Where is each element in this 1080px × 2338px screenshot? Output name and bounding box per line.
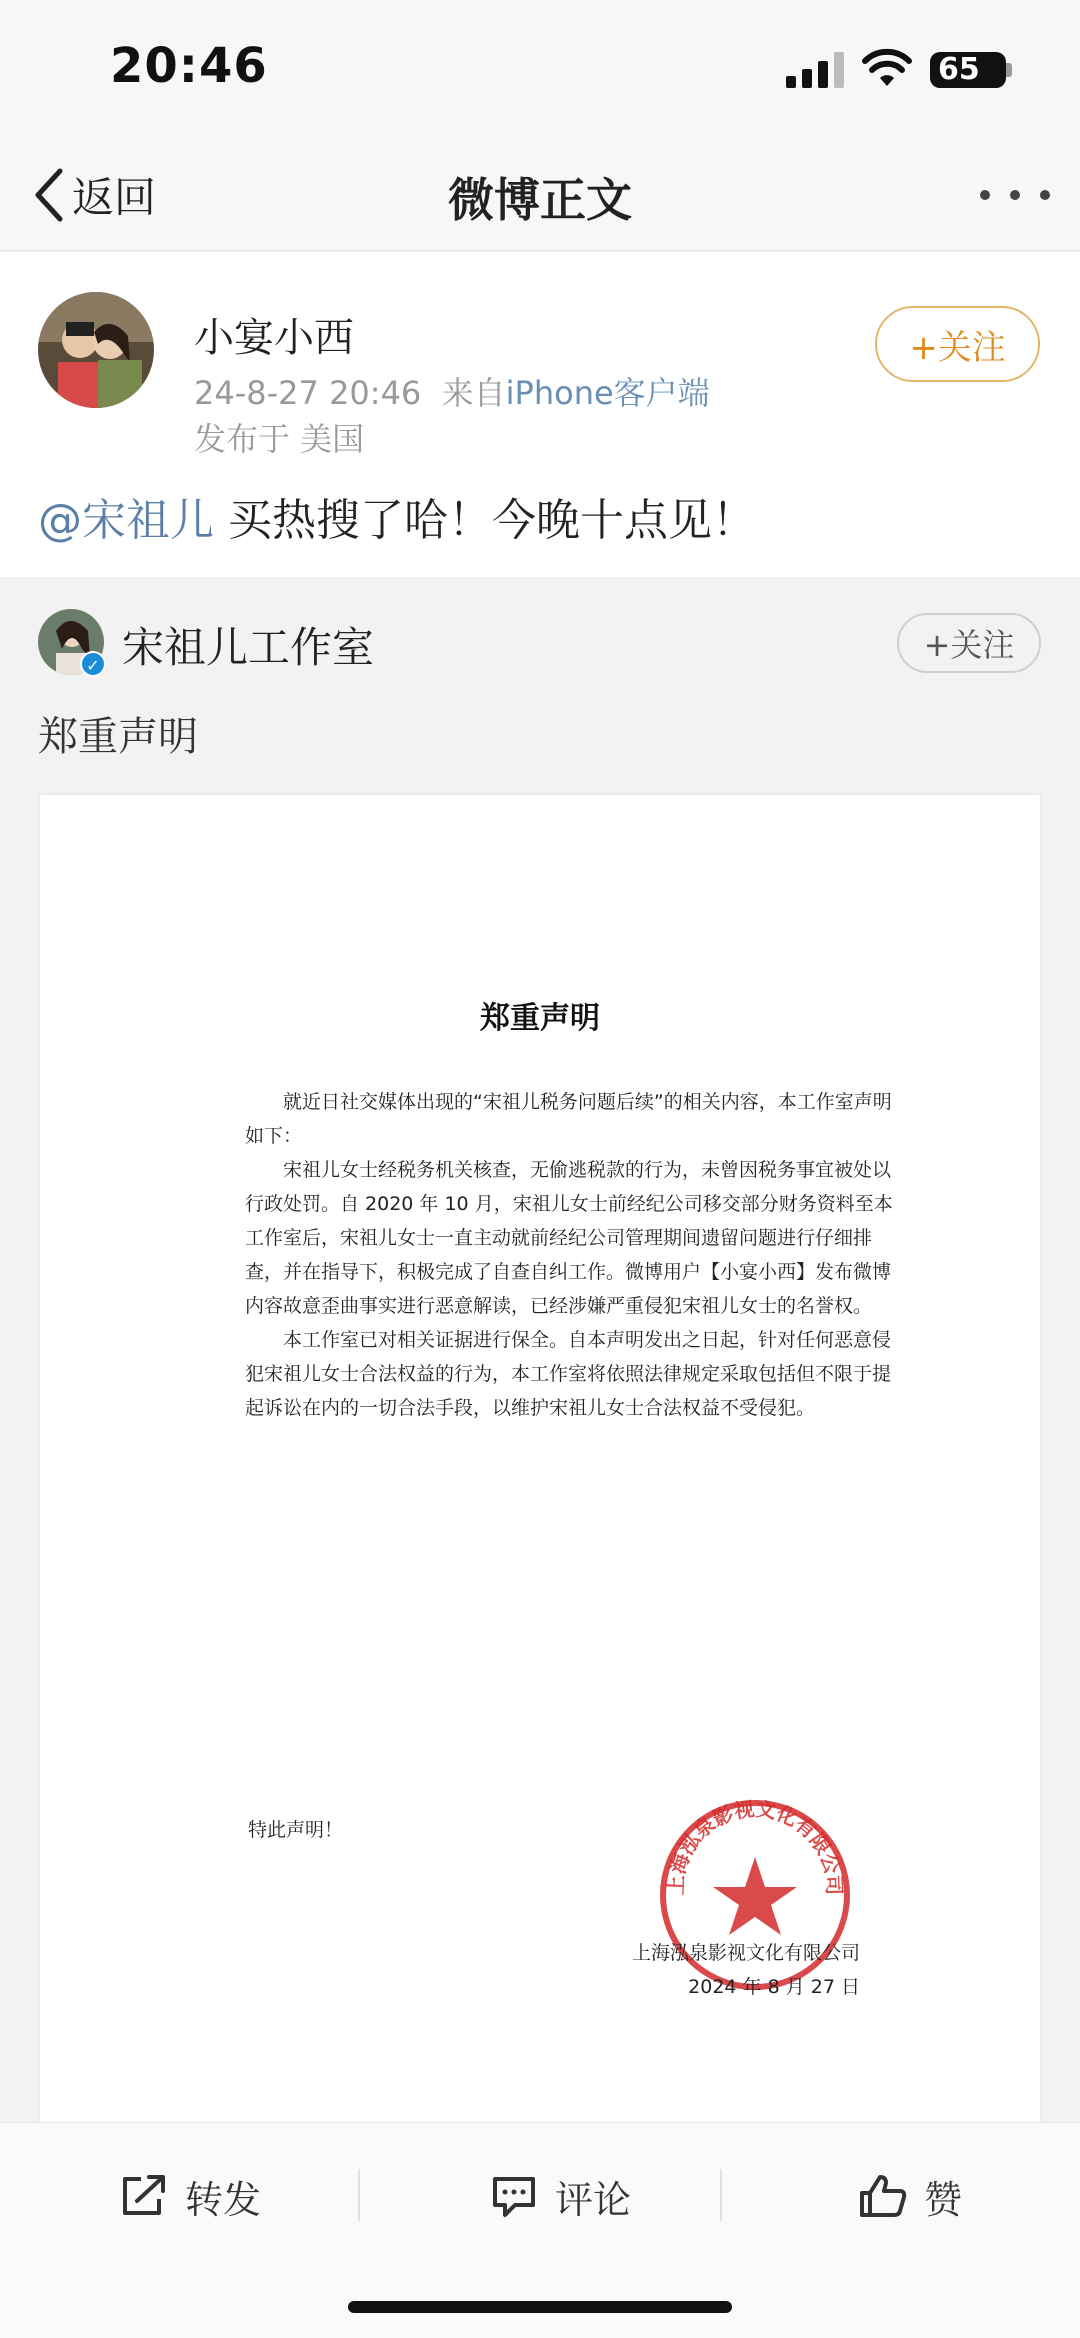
verified-badge-icon: ✓ (80, 651, 106, 677)
more-options-button[interactable] (980, 180, 1050, 210)
wifi-icon (862, 48, 912, 88)
post-location: 发布于 美国 (194, 420, 365, 458)
bottom-toolbar (0, 2122, 1080, 2338)
battery-indicator: 65 (930, 52, 1006, 88)
repost-button[interactable] (90, 2151, 290, 2241)
more-dot-icon (1040, 190, 1050, 200)
document-company: 上海泓泉影视文化有限公司 (631, 1942, 860, 1964)
more-dot-icon (980, 190, 990, 200)
post-timestamp: 24-8-27 20:46 (194, 374, 422, 412)
user-avatar[interactable] (38, 292, 154, 408)
weibo-post (0, 252, 1080, 577)
statement-document-image[interactable] (40, 795, 1040, 2122)
repost-text: 郑重声明 (38, 714, 198, 760)
page-title: 微博正文 (448, 173, 632, 227)
like-button[interactable] (840, 2151, 980, 2241)
post-text: 买热搜了哈！今晚十点见！ (214, 495, 756, 546)
share-icon (119, 2173, 169, 2219)
post-source[interactable]: iPhone客户端 (505, 374, 710, 412)
battery-tip (1006, 63, 1012, 77)
company-seal-icon (655, 1795, 855, 1995)
status-time: 20:46 (110, 38, 268, 94)
document-date: 2024 年 8 月 27 日 (688, 1976, 860, 1998)
home-indicator[interactable] (348, 2301, 732, 2313)
document-title: 郑重声明 (480, 1001, 600, 1036)
repost-follow-button[interactable]: +关注 (897, 613, 1041, 673)
nav-bar (0, 140, 1080, 251)
repost-author-name[interactable]: 宋祖儿工作室 (122, 623, 375, 672)
comment-button[interactable] (460, 2151, 660, 2241)
document-closing: 特此声明！ (248, 1819, 344, 1841)
toolbar-divider (720, 2169, 722, 2221)
document-paragraph: 本工作室已对相关证据进行保全。自本声明发出之日起，针对任何恶意侵犯宋祖儿女士合法权益的行为，本工作室将依照法律规定采取包括但不限于提起诉讼在内的一切合法手段，以维护宋祖儿女士合法权益不受侵犯。 (245, 1329, 892, 1419)
document-paragraph: 就近日社交媒体出现的“宋祖儿税务问题后续”的相关内容，本工作室声明如下： (245, 1091, 892, 1147)
toolbar-divider (358, 2169, 360, 2221)
seal-text: 上海泓泉影视文化有限公司 (663, 1796, 847, 1896)
repost-card[interactable] (0, 577, 1080, 2122)
document-body (245, 1085, 900, 1425)
document-paragraph: 宋祖儿女士经税务机关核查，无偷逃税款的行为，未曾因税务事宜被处以行政处罚。自 2020 年 10 月，宋祖儿女士前经纪公司移交部分财务资料至本工作室后，宋祖儿女士一直主动就前经纪公司管理期间遗留问题进行仔细排查，并在指导下，积极完成了自查自纠工作。微博用户【小宴小西】发布微博内容故意歪曲事实进行恶意解读，已经涉嫌严重侵犯宋祖儿女士的名誉权。 (245, 1159, 893, 1317)
cellular-signal-icon (786, 52, 846, 88)
follow-button[interactable]: +关注 (875, 306, 1040, 382)
comment-label: 评论 (554, 2177, 631, 2222)
post-username[interactable]: 小宴小西 (194, 315, 354, 361)
more-dot-icon (1010, 190, 1020, 200)
post-content (38, 484, 756, 548)
comment-icon (489, 2173, 539, 2219)
post-source-prefix: 来自 (441, 374, 506, 412)
repost-label: 转发 (184, 2177, 261, 2222)
back-label: 返回 (72, 173, 157, 222)
status-bar (0, 0, 1080, 140)
thumbs-up-icon (858, 2173, 908, 2219)
mention-link[interactable]: @宋祖儿 (38, 495, 214, 546)
like-label: 赞 (923, 2177, 962, 2222)
post-meta (194, 368, 710, 414)
